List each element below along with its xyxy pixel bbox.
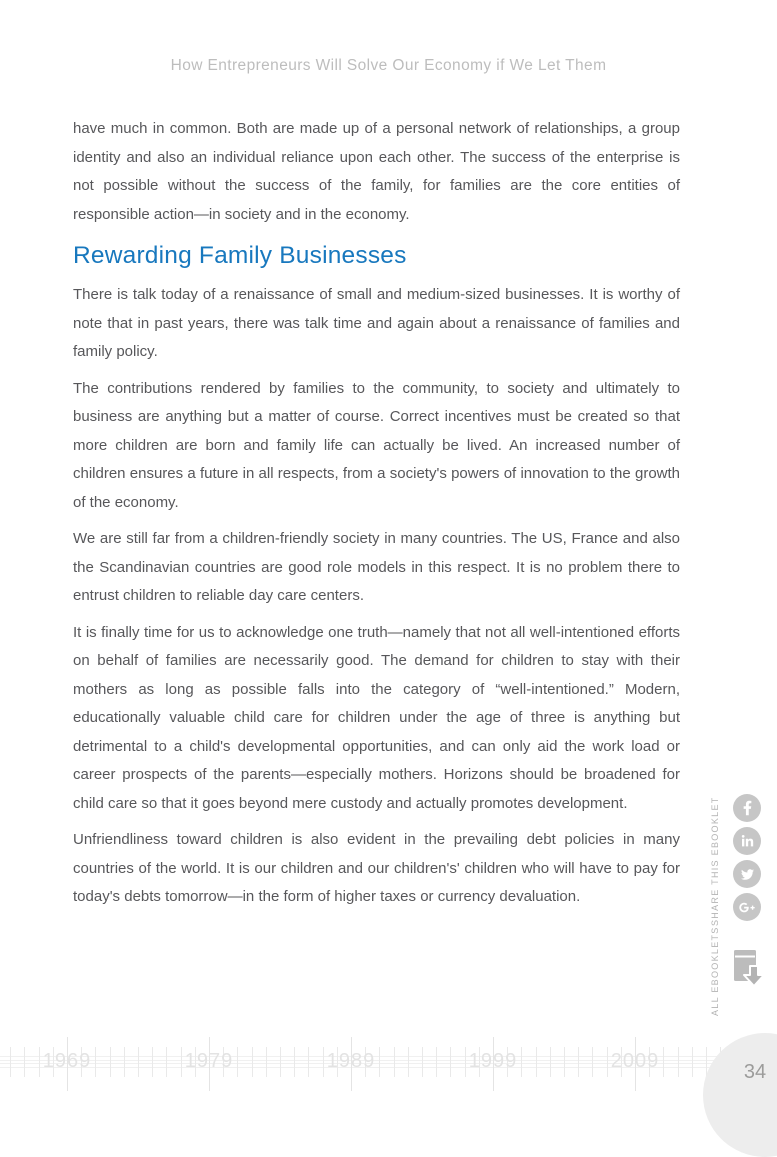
timeline-year-label: 1969 [42, 1050, 92, 1072]
paragraph-5: Unfriendliness toward children is also evident in the prevailing debt policies in many countries of the world. It is our children and our children's' children who will have to pay for today's debts tomorrow—in the form of higher taxes or currency devaluation. [73, 831, 680, 905]
twitter-icon [740, 868, 755, 881]
timeline-rule [0, 1056, 777, 1057]
year-tick [692, 1047, 693, 1077]
decade-timeline [0, 1029, 777, 1099]
paragraph-2: The contributions rendered by families to the community, to society and ultimately to business are anything but a matter of course. Correct incentives must be created so that more children are born and family life can actually be lived. An increased number of children ensures a future in all respects, from a society's powers of innovation to the growth of the economy. [73, 379, 680, 511]
year-tick [10, 1047, 11, 1077]
year-tick [578, 1047, 579, 1077]
year-tick [308, 1047, 309, 1077]
timeline-rule [0, 1063, 777, 1064]
year-tick [436, 1047, 437, 1077]
paragraph-3: We are still far from a children-friendly society in many countries. The US, France and also the Scandinavian countries are good role models in this respect. It is no problem there to entrust children to reliable day care centers. [73, 530, 680, 604]
google-plus-share-button[interactable] [733, 893, 761, 921]
twitter-share-button[interactable] [733, 860, 761, 888]
paragraph-4: It is finally time for us to acknowledge one truth—namely that not all well-intentioned efforts on behalf of families are necessarily good. The demand for children to stay with their mothers as long as possible falls into the category of “well-intentioned.” Modern, educationally valuable child care for children under the age of three is anything but detrimental to a child's developmental opportunities, and can only aid the work load or career prospects of the parents—especially mothers. Horizons should be broadened for child care so that it goes beyond mere custody and actually promotes development. [73, 623, 680, 812]
all-ebooklets-label: ALL EBOOKLETS [710, 926, 720, 1016]
year-tick [166, 1047, 167, 1077]
ebooklet-download-icon [733, 980, 767, 997]
year-tick [110, 1047, 111, 1077]
timeline-year-label: 2009 [610, 1050, 660, 1072]
facebook-share-button[interactable] [733, 794, 761, 822]
linkedin-share-button[interactable] [733, 827, 761, 855]
year-tick [422, 1047, 423, 1077]
year-tick [252, 1047, 253, 1077]
year-tick [280, 1047, 281, 1077]
page-number: 34 [743, 1061, 767, 1083]
year-tick [521, 1047, 522, 1077]
year-tick [152, 1047, 153, 1077]
section-heading: Rewarding Family Businesses [73, 242, 407, 269]
linkedin-icon [741, 835, 754, 848]
year-tick [607, 1047, 608, 1077]
year-tick [394, 1047, 395, 1077]
timeline-year-label: 1989 [326, 1050, 376, 1072]
year-tick [24, 1047, 25, 1077]
running-title: How Entrepreneurs Will Solve Our Economy if We Let Them [170, 57, 607, 74]
year-tick [678, 1047, 679, 1077]
google-plus-icon [739, 901, 755, 914]
year-tick [450, 1047, 451, 1077]
year-tick [95, 1047, 96, 1077]
paragraph-1: There is talk today of a renaissance of small and medium-sized businesses. It is worthy of note that in past years, there was talk time and again about a renaissance of families and family policy. [73, 286, 680, 360]
all-ebooklets-download-button[interactable] [733, 947, 767, 993]
social-buttons [733, 794, 761, 926]
year-tick [237, 1047, 238, 1077]
year-tick [124, 1047, 125, 1077]
intro-paragraph: have much in common. Both are made up of a personal network of relationships, a group identity and also an individual reliance upon each other. The success of the enterprise is not possible without the success of the family, for families are the core entities of responsible action—in society and in the economy. [73, 120, 680, 223]
year-tick [465, 1047, 466, 1077]
year-tick [536, 1047, 537, 1077]
year-tick [663, 1047, 664, 1077]
timeline-rule [0, 1060, 777, 1061]
year-tick [39, 1047, 40, 1077]
timeline-year-label: 1999 [468, 1050, 518, 1072]
timeline-year-label: 1979 [184, 1050, 234, 1072]
timeline-rule [0, 1067, 777, 1068]
year-tick [592, 1047, 593, 1077]
year-tick [408, 1047, 409, 1077]
year-tick [564, 1047, 565, 1077]
year-tick [379, 1047, 380, 1077]
year-tick [266, 1047, 267, 1077]
year-tick [181, 1047, 182, 1077]
year-tick [550, 1047, 551, 1077]
article-body [73, 115, 680, 920]
year-tick [323, 1047, 324, 1077]
year-tick [294, 1047, 295, 1077]
facebook-icon [743, 800, 752, 816]
share-this-ebooklet-label: SHARE THIS EBOOKLET [710, 796, 720, 926]
year-tick [138, 1047, 139, 1077]
